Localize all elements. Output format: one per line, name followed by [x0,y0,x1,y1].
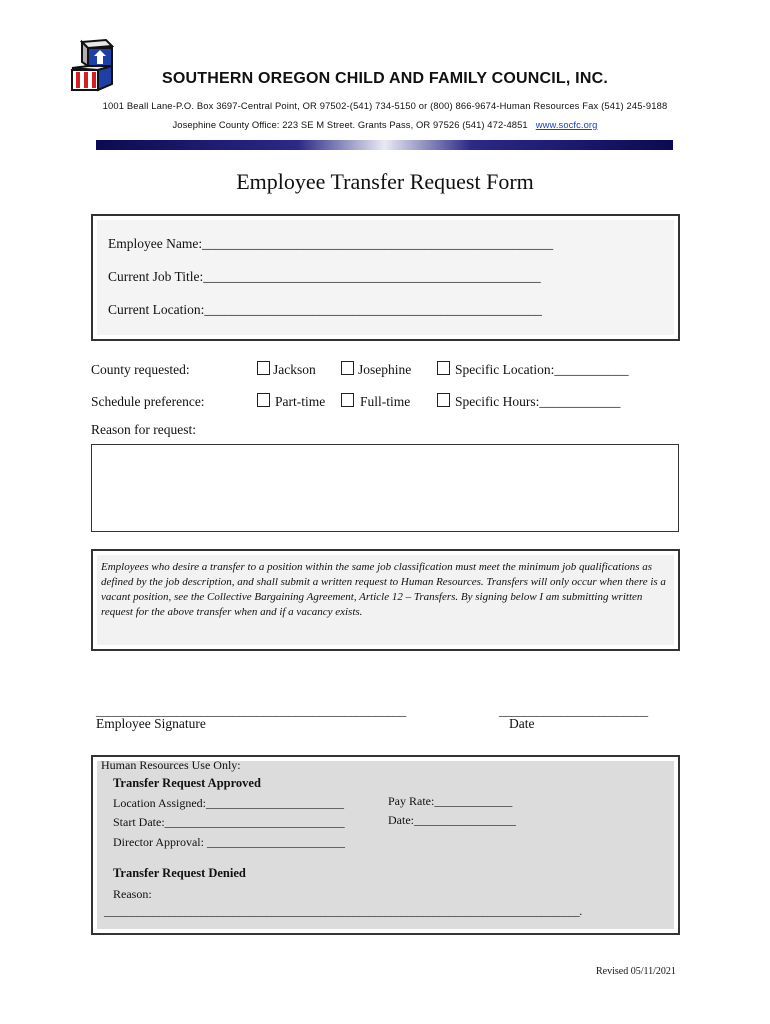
director-approval-field[interactable]: Director Approval: _______________________ [113,835,345,849]
hr-date-field[interactable]: Date:_________________ [388,813,516,827]
main-office-address: 1001 Beall Lane-P.O. Box 3697-Central Point, OR 97502-(541) 734-5150 or (800) 866-9674-Human Resources Fax (541) 245-9188 [102,100,668,111]
specific-hours-checkbox[interactable] [437,393,450,407]
employee-signature-line[interactable]: __________________________________________________ [96,703,407,718]
specific-location-checkbox[interactable] [437,361,450,375]
revised-date: Revised 05/11/2021 [596,966,676,977]
reason-for-request-label: Reason for request: [91,422,196,437]
current-job-title-field[interactable]: Current Job Title:__________________________________________________ [108,269,541,284]
denied-reason-label: Reason: [113,887,152,901]
josephine-checkbox[interactable] [341,361,354,375]
transfer-denied-heading: Transfer Request Denied [113,866,246,880]
county-requested-label: County requested: [91,362,190,377]
schedule-preference-label: Schedule preference: [91,394,205,409]
part-time-label: Part-time [275,394,326,409]
jackson-label: Jackson [273,362,316,377]
full-time-checkbox[interactable] [341,393,354,407]
hr-use-only-title: Human Resources Use Only: [101,758,241,772]
start-date-field[interactable]: Start Date:______________________________ [113,815,345,829]
part-time-checkbox[interactable] [257,393,270,407]
signature-date-line[interactable]: ________________________ [499,703,648,718]
organization-name: SOUTHERN OREGON CHILD AND FAMILY COUNCIL, INC. [162,70,608,87]
website-link[interactable]: www.socfc.org [535,119,598,130]
header-divider-bar [96,140,673,150]
current-location-field[interactable]: Current Location:__________________________________________________ [108,302,542,317]
signature-date-label: Date [509,716,535,731]
full-time-label: Full-time [360,394,411,409]
josephine-label: Josephine [358,362,412,377]
location-assigned-field[interactable]: Location Assigned:_______________________ [113,796,344,810]
denied-reason-line[interactable]: ________________________________________________________________________________________. [104,904,582,918]
policy-notice-text: Employees who desire a transfer to a position within the same job classification must meet the minimum job qualifications as defined by the job description, and shall submit a written request to Human Resources. Transfers will only occur when there is a vacant position, see the Collective Bargaining Agreement, Article 12 – Transfers. By signing below I am submitting written request for the above transfer when and if a vacancy exists. [101,561,666,618]
josephine-office-address [0,119,770,130]
employee-name-field[interactable]: Employee Name:____________________________________________________ [108,236,554,251]
josephine-office-text: Josephine County Office: 223 SE M Street. Grants Pass, OR 97526 (541) 472-4851 [172,119,528,130]
specific-location-field[interactable]: Specific Location:___________ [455,362,629,377]
form-title: Employee Transfer Request Form [236,169,534,194]
employee-signature-label: Employee Signature [96,716,206,731]
reason-text-area[interactable] [91,444,679,532]
jackson-checkbox[interactable] [257,361,270,375]
transfer-approved-heading: Transfer Request Approved [113,776,261,790]
specific-hours-field[interactable]: Specific Hours:____________ [455,394,621,409]
pay-rate-field[interactable]: Pay Rate:_____________ [388,794,513,808]
